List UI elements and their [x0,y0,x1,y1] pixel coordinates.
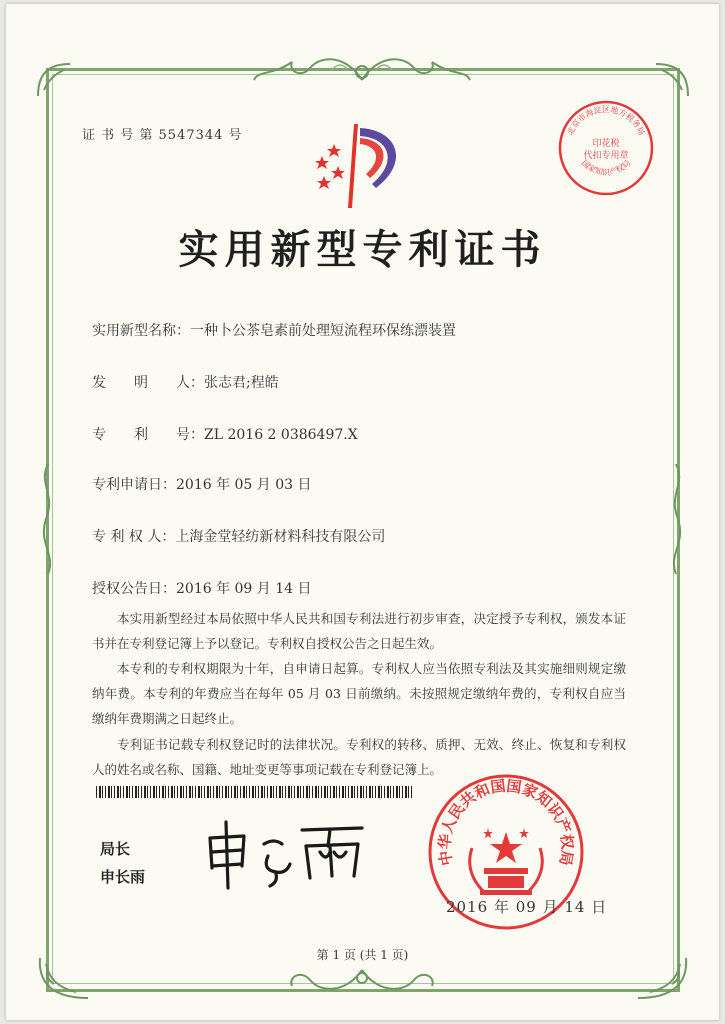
certificate-title: 实用新型专利证书 [178,226,547,273]
tax-stamp-seal [556,98,656,198]
patent-number-label: 专 利 号： [92,427,204,443]
page-footer: 第 1 页 (共 1 页) [316,948,409,962]
patentee-value: 上海金堂轻纺新材料科技有限公司 [175,529,386,545]
top-ornament [252,50,472,86]
tax-seal-line-2: 代扣专用章 [583,151,629,161]
inventor-value: 张志君;程皓 [204,375,279,391]
barcode [96,786,412,798]
inventor-label: 发 明 人： [92,375,204,391]
director-name: 申长雨 [100,868,146,886]
certificate-page [6,4,719,1020]
patentee [92,526,385,546]
paragraph-term: 本专利的专利权期限为十年，自申请日起算。专利权人应当依照专利法及其实施细则规定缴纳年费。本专利的年费应当在每年 05 月 03 日前缴纳。未按照规定缴纳年费的，专利权自应当缴纳年费期满之日起终止。 [92,661,626,726]
official-seal-text: 中华人民共和国国家知识产权局 [435,776,577,867]
left-ornament [36,464,58,574]
right-ornament [666,464,688,574]
grant-date [92,578,312,598]
inventor [92,372,279,392]
certificate-number: 证 书 号 第 5547344 号 [82,128,243,143]
tax-seal-ring-text: 北京市海淀区地方税务局 [565,105,647,137]
director-signature [202,816,372,890]
corner-ornament-tr [652,60,692,100]
filing-date-value: 2016 年 05 月 03 日 [176,477,312,493]
grant-date-label: 授权公告日： [92,581,176,597]
paragraph-grant: 本实用新型经过本局依照中华人民共和国专利法进行初步审查，决定授予专利权，颁发本证书并在专利登记簿上予以登记。专利权自授权公告之日起生效。 [92,611,626,651]
utility-model-name-value: 一种卜公茶皂素前处理短流程环保练漂装置 [190,323,456,339]
corner-ornament-tl [34,60,74,100]
utility-model-name-label: 实用新型名称： [92,323,190,339]
patentee-label: 专 利 权 人： [92,529,176,545]
director-title: 局长 [100,840,131,858]
filing-date [92,474,312,494]
utility-model-name [92,320,456,340]
paragraph-legal-status: 专利证书记载专利权登记时的法律状况。专利权的转移、质押、无效、终止、恢复和专利权人的姓名或名称、国籍、地址变更等事项记载在专利登记簿上。 [92,737,626,777]
bottom-ornament [252,966,472,996]
svg-text:北京市海淀区地方税务局 [565,104,647,136]
svg-text:国家知识产权局 [580,158,632,177]
tax-seal-bottom-text: 国家知识产权局 [579,158,633,177]
filing-date-label: 专利申请日： [92,477,176,493]
patent-office-emblem [302,116,422,216]
tax-seal-line-1: 印花税 [592,139,620,149]
patent-number [92,424,358,444]
patent-number-value: ZL 2016 2 0386497.X [204,427,358,443]
grant-date-value: 2016 年 09 月 14 日 [176,581,312,597]
issue-date: 2016 年 09 月 14 日 [446,898,608,916]
